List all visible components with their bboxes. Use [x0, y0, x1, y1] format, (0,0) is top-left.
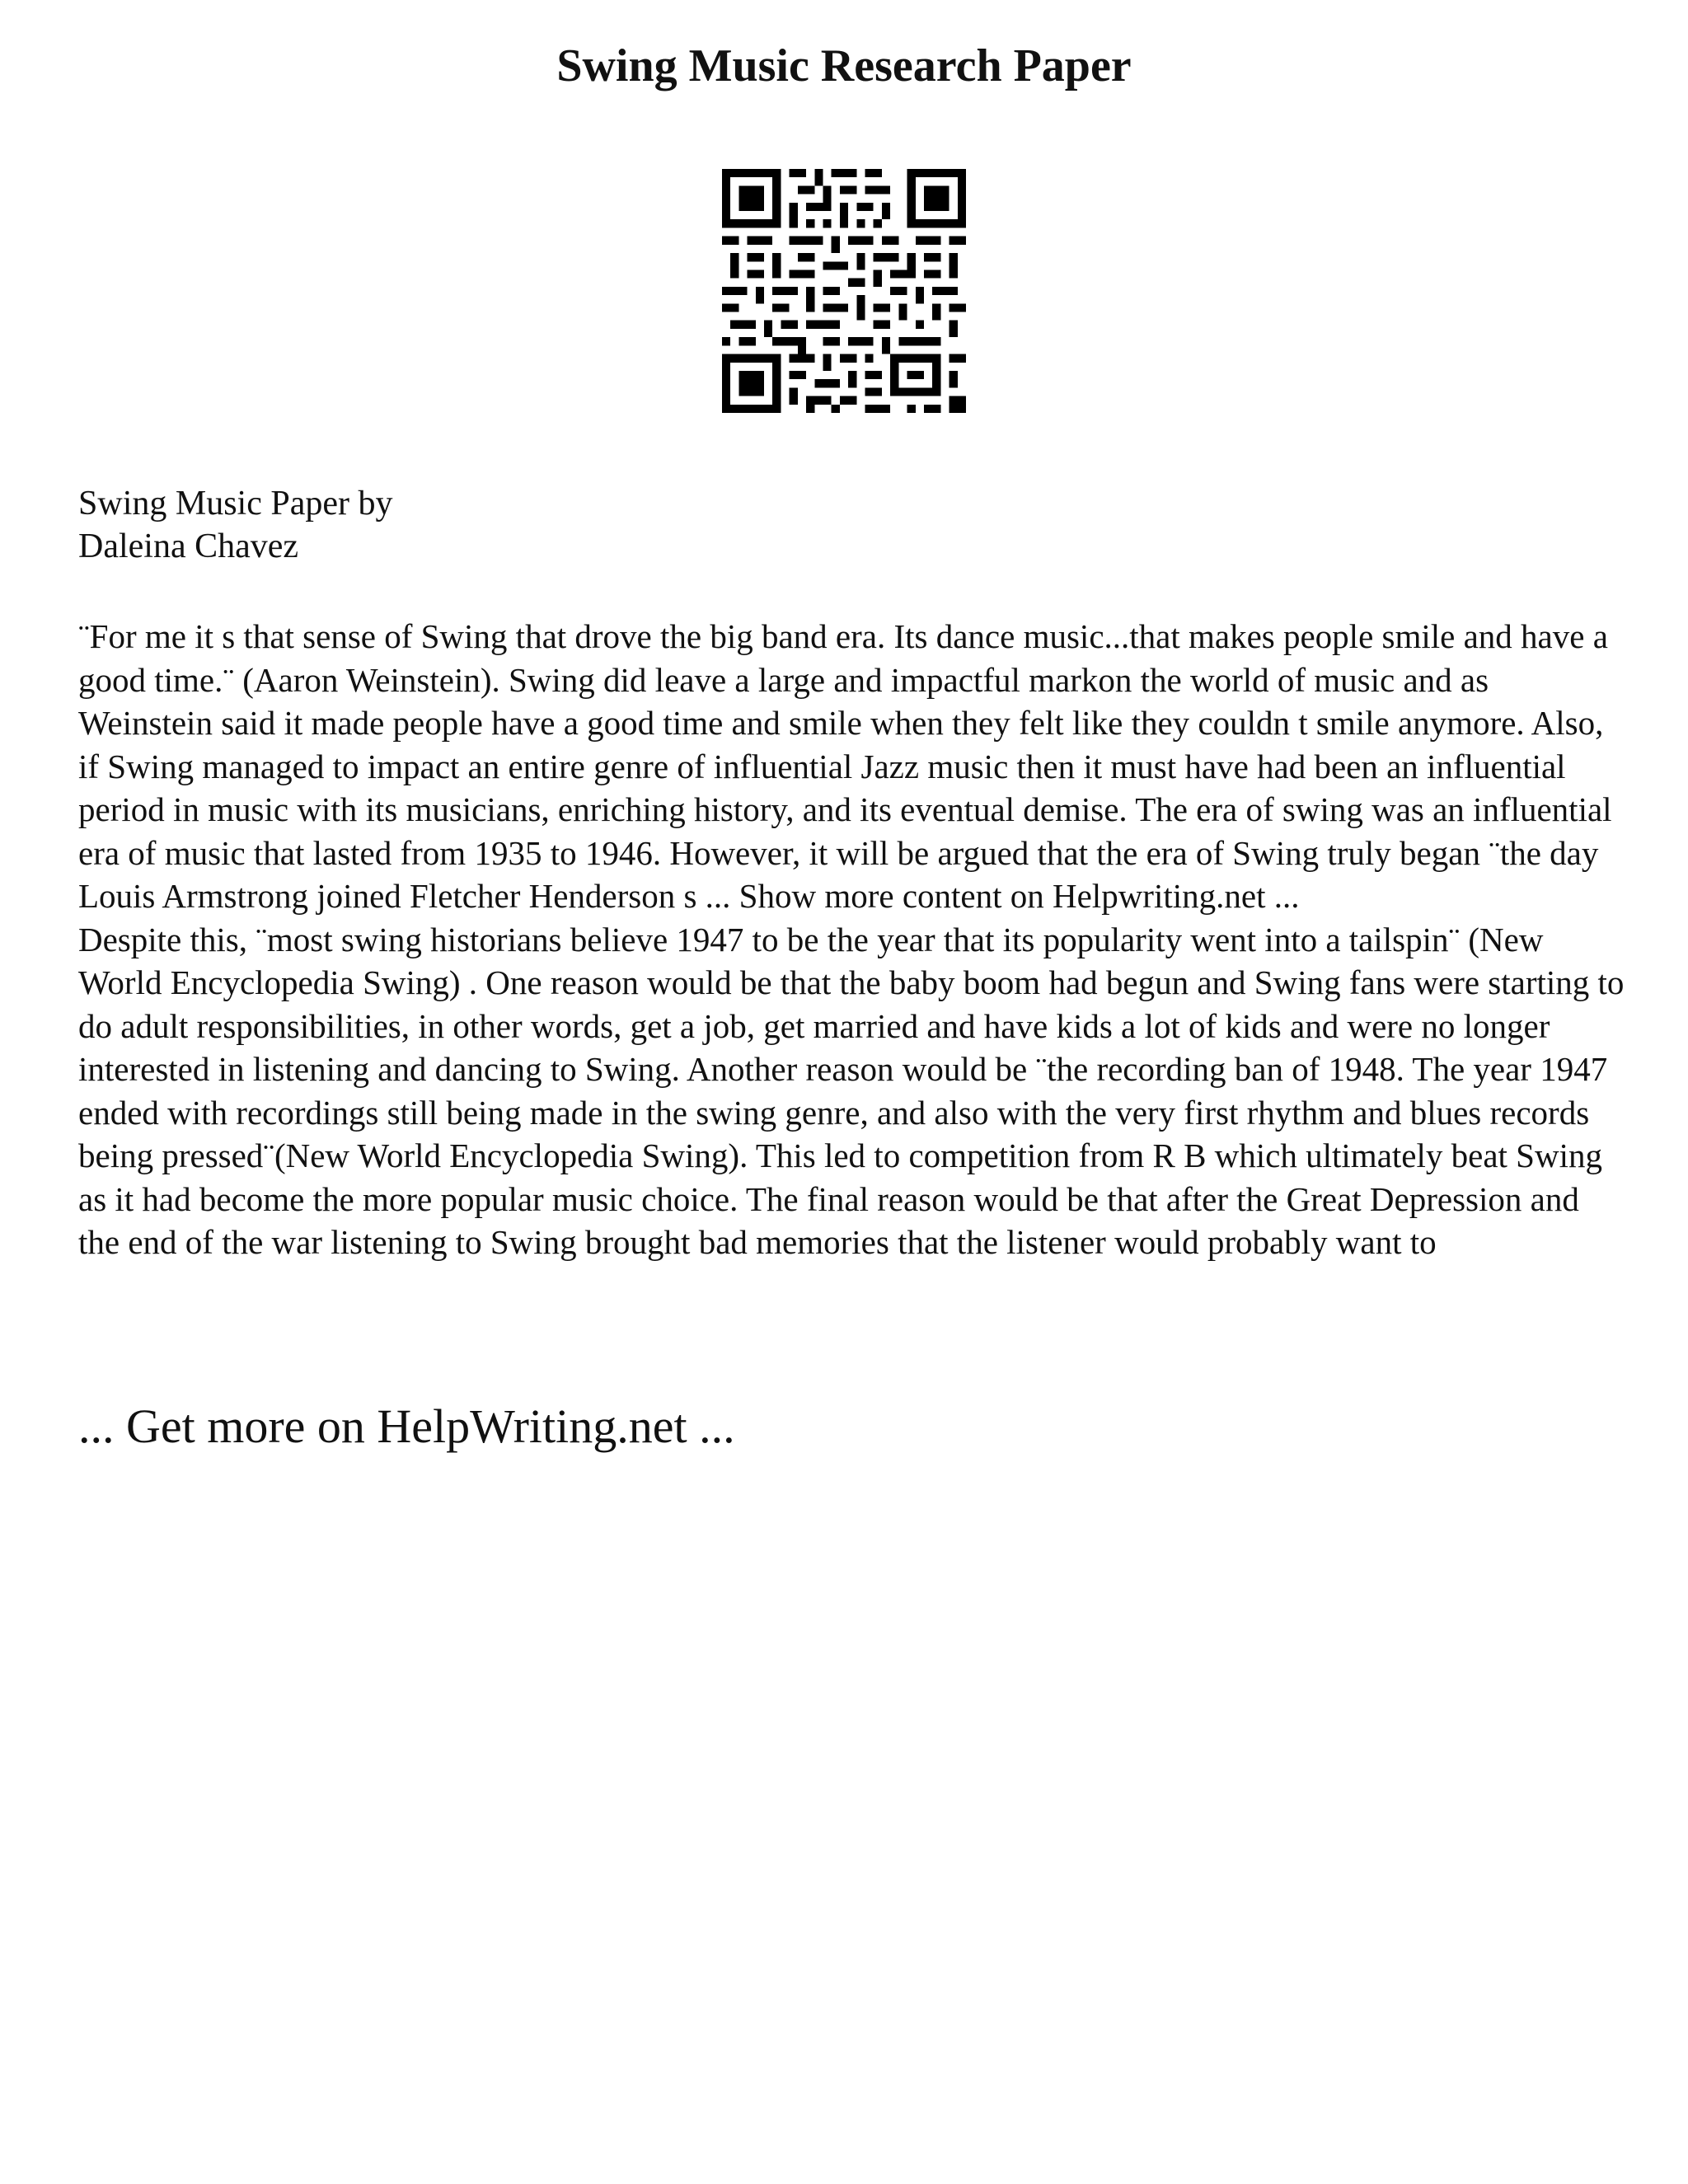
page-title: Swing Music Research Paper [556, 40, 1132, 91]
body-text [78, 615, 1628, 1264]
paragraph-2: Despite this, ¨most swing historians believe 1947 to be the year that its popularity went into a tailspin¨ (New World Encyclopedia Swing) . One reason would be that the baby boom had begun and Swing fans were starting to do adult responsibilities, in other words, get a job, get married and have kids a lot of kids and were no longer interested in listening and dancing to Swing. Another reason would be ¨the recording ban of 1948. The year 1947 ended with recordings still being made in the swing genre, and also with the very first rhythm and blues records being pressed¨(New World Encyclopedia Swing). This led to competition from R B which ultimately beat Swing as it had become the more popular music choice. The final reason would be that after the Great Depression and the end of the war listening to Swing brought bad memories that the listener would probably want to [78, 920, 1625, 1261]
byline-title: Swing Music Paper by [78, 485, 393, 523]
byline [78, 482, 393, 568]
get-more-link[interactable]: ... Get more on HelpWriting.net ... [78, 1399, 735, 1453]
qr-code-icon [722, 169, 966, 413]
byline-author: Daleina Chavez [78, 527, 299, 565]
qr-code-graphic [722, 169, 966, 413]
paragraph-1: ¨For me it s that sense of Swing that drove the big band era. Its dance music...that makes people smile and have a good time.¨ (Aaron Weinstein). Swing did leave a large and impactful markon the world of music and as Weinstein said it made people have a good time and smile when they felt like they couldn t smile anymore. Also, if Swing managed to impact an entire genre of influential Jazz music then it must have had been an influential period in music with its musicians, enriching history, and its eventual demise. The era of swing was an influential era of music that lasted from 1935 to 1946. However, it will be argued that the era of Swing truly began ¨the day Louis Armstrong joined Fletcher Henderson s ... Show more content on Helpwriting.net ... [78, 617, 1612, 915]
